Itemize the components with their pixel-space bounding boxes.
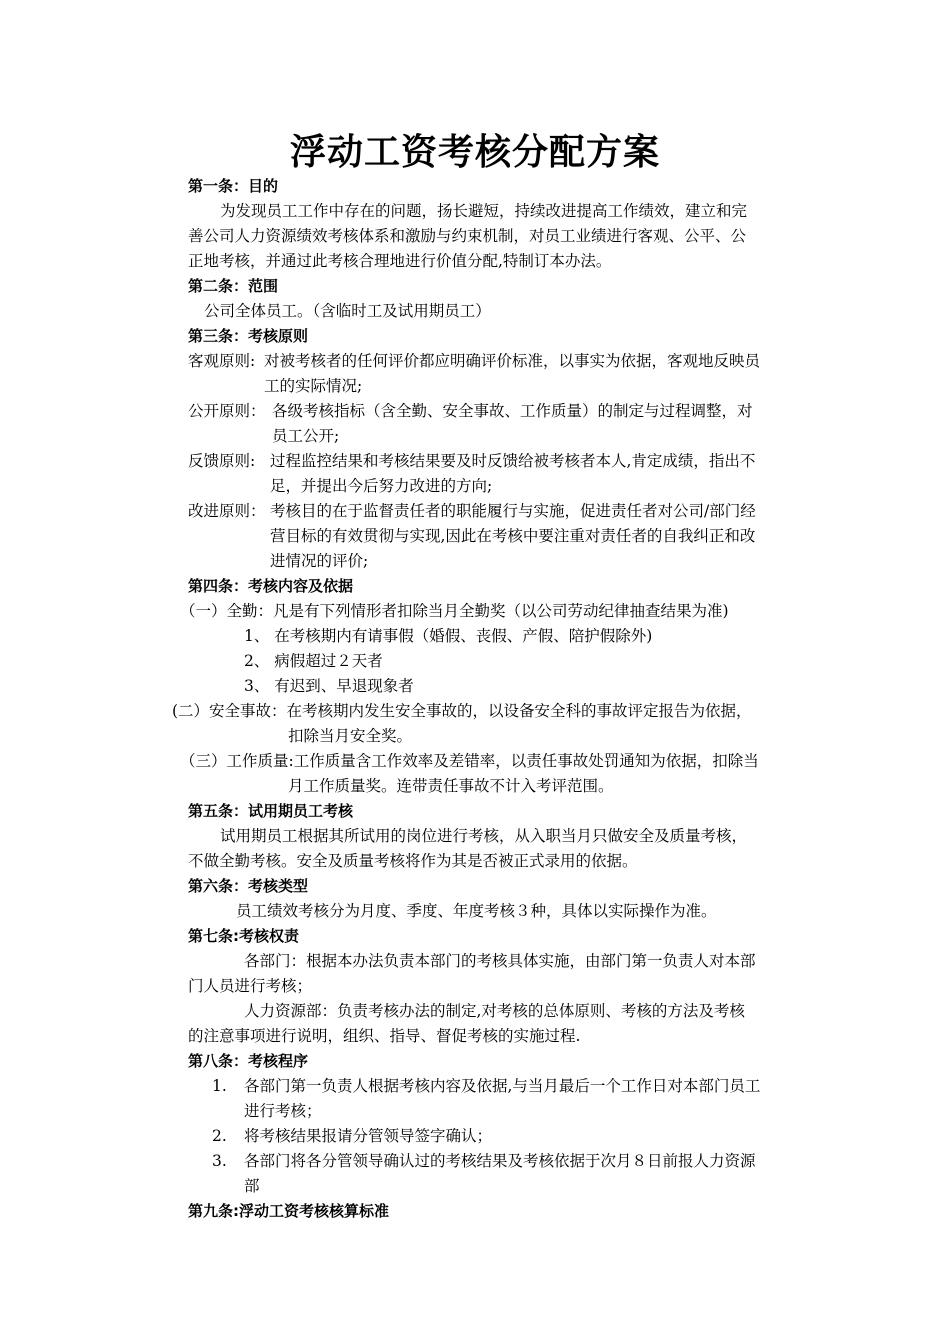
principle-open-line-2: 员工公开;	[272, 427, 340, 445]
procedure-3-line-1: 各部门将各分管领导确认过的考核结果及考核依据于次月８日前报人力资源	[244, 1152, 756, 1170]
principle-objective-label: 客观原则:	[188, 352, 256, 370]
section-7-heading: 第七条:考核权责	[188, 927, 299, 945]
principle-improve-line-3: 进情况的评价;	[270, 552, 369, 570]
procedure-number-3: 3.	[212, 1152, 227, 1170]
item-quality-line-1: （三）工作质量:工作质量含工作效率及差错率，以责任事故处罚通知为依据，扣除当	[180, 752, 759, 770]
principle-improve-label: 改进原则：	[188, 502, 266, 520]
principle-feedback-line-1: 过程监控结果和考核结果要及时反馈给被考核者本人,肯定成绩，指出不	[270, 452, 756, 470]
principle-objective-line-1: 对被考核者的任何评价都应明确评价标准，以事实为依据，客观地反映员	[264, 352, 761, 370]
section-2-text: 公司全体员工。（含临时工及试用期员工）	[204, 302, 491, 320]
section-5-text-line-1: 试用期员工根据其所试用的岗位进行考核，从入职当月只做安全及质量考核，	[220, 827, 748, 845]
section-3-heading: 第三条：考核原则	[188, 327, 309, 345]
section-2-heading: 第二条：范围	[188, 277, 279, 295]
section-1-text-line-1: 为发现员工工作中存在的问题，扬长避短，持续改进提高工作绩效，建立和完	[220, 202, 748, 220]
principle-feedback-line-2: 足，并提出今后努力改进的方向;	[270, 477, 493, 495]
principle-feedback-label: 反馈原则:	[188, 452, 256, 470]
section-4-heading: 第四条：考核内容及依据	[188, 577, 354, 595]
procedure-number-1: 1.	[212, 1077, 227, 1095]
section-5-text-line-2: 不做全勤考核。安全及质量考核将作为其是否被正式录用的依据。	[188, 852, 638, 870]
section-1-heading: 第一条：目的	[188, 177, 279, 195]
procedure-3-line-2: 部	[244, 1177, 260, 1195]
section-7-text-line-4: 的注意事项进行说明，组织、指导、督促考核的实施过程.	[188, 1027, 581, 1045]
section-9-heading: 第九条:浮动工资考核核算标准	[188, 1202, 389, 1220]
section-7-text-line-1: 各部门：根据本办法负责本部门的考核具体实施，由部门第一负责人对本部	[244, 952, 756, 970]
item-attendance-sub-2: 2、 病假超过２天者	[244, 652, 383, 670]
principle-improve-line-2: 营目标的有效贯彻与实现,因此在考核中要注重对责任者的自我纠正和改	[270, 527, 756, 545]
procedure-1-line-2: 进行考核；	[244, 1102, 322, 1120]
item-quality-line-2: 月工作质量奖。连带责任事故不计入考评范围。	[288, 777, 614, 795]
procedure-2-line-1: 将考核结果报请分管领导签字确认；	[244, 1127, 493, 1145]
section-6-text: 员工绩效考核分为月度、季度、年度考核３种，具体以实际操作为准。	[236, 902, 717, 920]
section-8-heading: 第八条：考核程序	[188, 1052, 309, 1070]
document-title: 浮动工资考核分配方案	[289, 131, 660, 173]
procedure-1-line-1: 各部门第一负责人根据考核内容及依据,与当月最后一个工作日对本部门员工	[244, 1077, 761, 1095]
item-attendance-sub-3: 3、 有迟到、早退现象者	[244, 677, 414, 695]
principle-open-label: 公开原则：	[188, 402, 266, 420]
section-7-text-line-3: 人力资源部：负责考核办法的制定,对考核的总体原则、考核的方法及考核	[244, 1002, 745, 1020]
section-6-heading: 第六条：考核类型	[188, 877, 309, 895]
section-7-text-line-2: 门人员进行考核；	[188, 977, 313, 995]
procedure-number-2: 2.	[212, 1127, 227, 1145]
item-safety-line-1: (二）安全事故：在考核期内发生安全事故的，以设备安全科的事故评定报告为依据，	[172, 702, 752, 720]
section-5-heading: 第五条：试用期员工考核	[188, 802, 354, 820]
principle-improve-line-1: 考核目的在于监督责任者的职能履行与实施，促进责任者对公司/部门经	[270, 502, 756, 520]
item-safety-line-2: 扣除当月安全奖。	[288, 727, 413, 745]
section-1-text-line-3: 正地考核，并通过此考核合理地进行价值分配,特制订本办法。	[188, 252, 612, 270]
item-attendance-sub-1: 1、 在考核期内有请事假（婚假、丧假、产假、陪护假除外)	[244, 627, 653, 645]
section-1-text-line-2: 善公司人力资源绩效考核体系和激励与约束机制，对员工业绩进行客观、公平、公	[188, 227, 747, 245]
principle-objective-line-2: 工的实际情况;	[264, 377, 363, 395]
item-attendance: （一）全勤：凡是有下列情形者扣除当月全勤奖（以公司劳动纪律抽查结果为准)	[180, 602, 729, 620]
principle-open-line-1: 各级考核指标（含全勤、安全事故、工作质量）的制定与过程调整，对	[272, 402, 753, 420]
